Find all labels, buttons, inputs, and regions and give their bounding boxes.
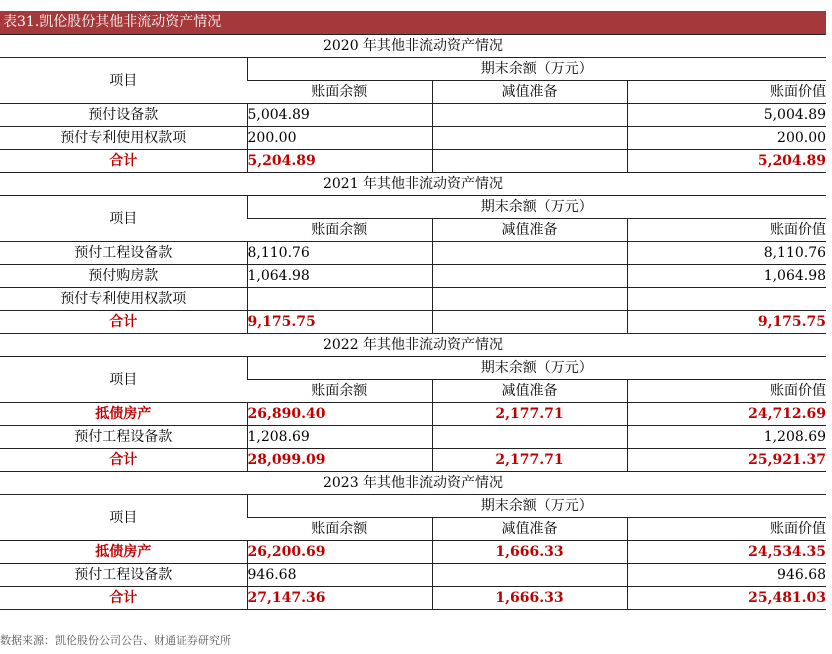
book-balance-cell: 8,110.76 [247, 242, 432, 265]
book-value-cell: 1,064.98 [627, 265, 826, 288]
book-balance-header: 账面余额 [247, 518, 432, 541]
item-name-cell: 预付工程设备款 [0, 564, 247, 587]
book-value-header: 账面价值 [627, 219, 826, 242]
year-title-row [0, 35, 826, 58]
item-header: 项目 [0, 357, 247, 403]
total-value-cell: 25,921.37 [627, 449, 826, 472]
total-label-cell: 合计 [0, 311, 247, 334]
period-end-header: 期末余额（万元） [247, 495, 826, 518]
total-impairment-cell: 2,177.71 [432, 449, 627, 472]
table-row [0, 127, 826, 150]
book-balance-cell: 200.00 [247, 127, 432, 150]
section-title: 2021 年其他非流动资产情况 [0, 173, 826, 196]
year-title-row [0, 173, 826, 196]
header-row [0, 58, 826, 81]
table-row [0, 403, 826, 426]
table-row [0, 265, 826, 288]
book-balance-cell: 1,208.69 [247, 426, 432, 449]
total-value-cell: 9,175.75 [627, 311, 826, 334]
impairment-cell [432, 242, 627, 265]
impairment-header: 减值准备 [432, 518, 627, 541]
item-name-cell: 预付专利使用权款项 [0, 288, 247, 311]
book-balance-cell: 1,064.98 [247, 265, 432, 288]
table-row [0, 104, 826, 127]
book-value-cell: 8,110.76 [627, 242, 826, 265]
item-name-cell: 预付工程设备款 [0, 426, 247, 449]
impairment-cell: 2,177.71 [432, 403, 627, 426]
header-row [0, 357, 826, 380]
total-balance-cell: 27,147.36 [247, 587, 432, 610]
total-impairment-cell [432, 150, 627, 173]
item-name-cell: 抵债房产 [0, 403, 247, 426]
section-title: 2020 年其他非流动资产情况 [0, 35, 826, 58]
book-value-cell: 200.00 [627, 127, 826, 150]
book-balance-header: 账面余额 [247, 219, 432, 242]
section-title: 2023 年其他非流动资产情况 [0, 472, 826, 495]
total-row [0, 150, 826, 173]
item-header: 项目 [0, 58, 247, 104]
table-row [0, 564, 826, 587]
book-value-cell: 1,208.69 [627, 426, 826, 449]
book-balance-cell: 5,004.89 [247, 104, 432, 127]
book-value-cell: 5,004.89 [627, 104, 826, 127]
book-balance-cell: 26,200.69 [247, 541, 432, 564]
item-name-cell: 预付购房款 [0, 265, 247, 288]
impairment-cell [432, 426, 627, 449]
total-impairment-cell [432, 311, 627, 334]
total-row [0, 587, 826, 610]
total-value-cell: 5,204.89 [627, 150, 826, 173]
impairment-header: 减值准备 [432, 380, 627, 403]
period-end-header: 期末余额（万元） [247, 357, 826, 380]
assets-table [0, 34, 826, 610]
total-balance-cell: 28,099.09 [247, 449, 432, 472]
book-value-header: 账面价值 [627, 518, 826, 541]
table-row [0, 242, 826, 265]
item-name-cell: 预付工程设备款 [0, 242, 247, 265]
impairment-cell [432, 265, 627, 288]
book-value-cell: 24,534.35 [627, 541, 826, 564]
total-row [0, 449, 826, 472]
impairment-cell [432, 288, 627, 311]
book-balance-cell: 26,890.40 [247, 403, 432, 426]
item-name-cell: 预付专利使用权款项 [0, 127, 247, 150]
total-value-cell: 25,481.03 [627, 587, 826, 610]
section-title: 2022 年其他非流动资产情况 [0, 334, 826, 357]
total-balance-cell: 5,204.89 [247, 150, 432, 173]
book-value-header: 账面价值 [627, 380, 826, 403]
book-value-cell [627, 288, 826, 311]
total-label-cell: 合计 [0, 587, 247, 610]
total-label-cell: 合计 [0, 449, 247, 472]
total-balance-cell: 9,175.75 [247, 311, 432, 334]
total-impairment-cell: 1,666.33 [432, 587, 627, 610]
year-title-row [0, 472, 826, 495]
header-row [0, 495, 826, 518]
book-value-cell: 946.68 [627, 564, 826, 587]
period-end-header: 期末余额（万元） [247, 196, 826, 219]
table-row [0, 288, 826, 311]
total-label-cell: 合计 [0, 150, 247, 173]
impairment-header: 减值准备 [432, 81, 627, 104]
header-row [0, 196, 826, 219]
book-value-header: 账面价值 [627, 81, 826, 104]
impairment-cell [432, 127, 627, 150]
table-row [0, 541, 826, 564]
item-name-cell: 抵债房产 [0, 541, 247, 564]
table-row [0, 426, 826, 449]
item-name-cell: 预付设备款 [0, 104, 247, 127]
impairment-cell [432, 564, 627, 587]
total-row [0, 311, 826, 334]
impairment-cell [432, 104, 627, 127]
assets-table-body [0, 35, 826, 610]
period-end-header: 期末余额（万元） [247, 58, 826, 81]
book-balance-header: 账面余额 [247, 380, 432, 403]
table-title: 表31.凯伦股份其他非流动资产情况 [0, 11, 826, 34]
source-note: 数据来源：凯伦股份公司公告、财通证券研究所 [0, 634, 231, 647]
year-title-row [0, 334, 826, 357]
item-header: 项目 [0, 196, 247, 242]
book-balance-header: 账面余额 [247, 81, 432, 104]
item-header: 项目 [0, 495, 247, 541]
impairment-cell: 1,666.33 [432, 541, 627, 564]
book-value-cell: 24,712.69 [627, 403, 826, 426]
impairment-header: 减值准备 [432, 219, 627, 242]
book-balance-cell [247, 288, 432, 311]
book-balance-cell: 946.68 [247, 564, 432, 587]
